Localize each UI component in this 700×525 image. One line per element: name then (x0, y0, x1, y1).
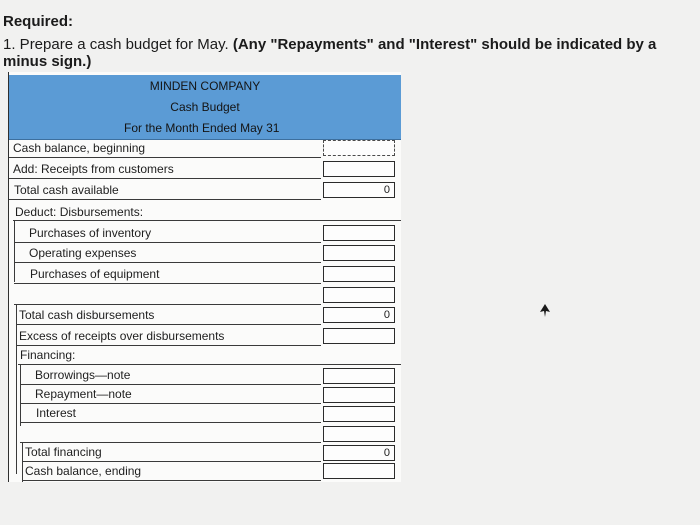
label-purchases-of-inventory: Purchases of inventory (29, 226, 152, 240)
indent-border (14, 220, 15, 282)
row-divider (9, 199, 321, 200)
indent-border (20, 364, 21, 426)
indent-border (16, 304, 17, 474)
cursor-icon (538, 303, 552, 319)
row-divider (9, 178, 321, 179)
instruction-bold: (Any "Repayments" and "Interest" should be indicated by a minus sign.) (3, 36, 657, 70)
row-divider (20, 403, 321, 404)
row-divider (9, 157, 321, 158)
input-interest[interactable] (323, 406, 395, 422)
input-purchases-of-equipment[interactable] (323, 266, 395, 282)
required-heading: Required: (3, 13, 74, 30)
label-interest: Interest (36, 406, 77, 420)
input-cash-balance-ending[interactable] (323, 463, 395, 479)
input-borrowings-note[interactable] (323, 368, 395, 384)
input-purchases-of-inventory[interactable] (323, 225, 395, 241)
value-total-cash-available (323, 182, 395, 198)
label-total-cash-available: Total cash available (14, 183, 119, 197)
input-receipts-from-customers[interactable] (323, 161, 395, 177)
label-total-cash-disbursements: Total cash disbursements (19, 308, 155, 322)
instruction-plain: Prepare a cash budget for May. (15, 36, 233, 53)
input-cash-balance-beginning[interactable] (323, 140, 395, 156)
row-divider (14, 262, 321, 263)
input-operating-expenses[interactable] (323, 245, 395, 261)
row-divider (20, 422, 321, 423)
label-borrowings-note: Borrowings—note (35, 368, 131, 382)
label-deduct-disbursements: Deduct: Disbursements: (15, 205, 144, 219)
value-total-financing (323, 445, 395, 461)
label-operating-expenses: Operating expenses (29, 246, 137, 260)
label-receipts-from-customers: Add: Receipts from customers (13, 162, 174, 176)
input-repayment-note[interactable] (323, 387, 395, 403)
input-blank-disbursement[interactable] (323, 287, 395, 303)
label-total-financing: Total financing (25, 445, 102, 459)
input-excess-receipts[interactable] (323, 328, 395, 344)
label-financing: Financing: (20, 348, 76, 362)
cash-budget-table (8, 72, 401, 482)
label-excess-receipts: Excess of receipts over disbursements (19, 329, 225, 343)
total-cash-available-value: 0 (383, 184, 390, 196)
label-cash-balance-ending: Cash balance, ending (25, 464, 142, 478)
row-divider (20, 442, 321, 443)
input-blank-financing[interactable] (323, 426, 395, 442)
row-divider (14, 242, 321, 243)
period-text: For the Month Ended May 31 (124, 121, 280, 135)
label-repayment-note: Repayment—note (35, 387, 132, 401)
statement-period (9, 117, 401, 140)
indent-border (22, 442, 23, 482)
row-divider (14, 283, 321, 284)
total-financing-value: 0 (383, 447, 390, 459)
row-divider (20, 384, 321, 385)
row-divider (18, 364, 401, 365)
row-divider (16, 345, 321, 346)
label-purchases-of-equipment: Purchases of equipment (30, 267, 160, 281)
statement-title: Cash Budget (9, 96, 401, 119)
row-divider (14, 304, 321, 305)
row-divider (22, 480, 321, 481)
instruction-text (3, 36, 700, 70)
row-divider (13, 220, 401, 221)
row-divider (22, 461, 321, 462)
value-total-cash-disbursements (323, 307, 395, 323)
row-divider (16, 324, 321, 325)
total-cash-disbursements-value: 0 (383, 309, 390, 321)
instruction-number: 1. (3, 36, 16, 53)
company-name: MINDEN COMPANY (9, 75, 401, 98)
label-cash-balance-beginning: Cash balance, beginning (13, 141, 146, 155)
